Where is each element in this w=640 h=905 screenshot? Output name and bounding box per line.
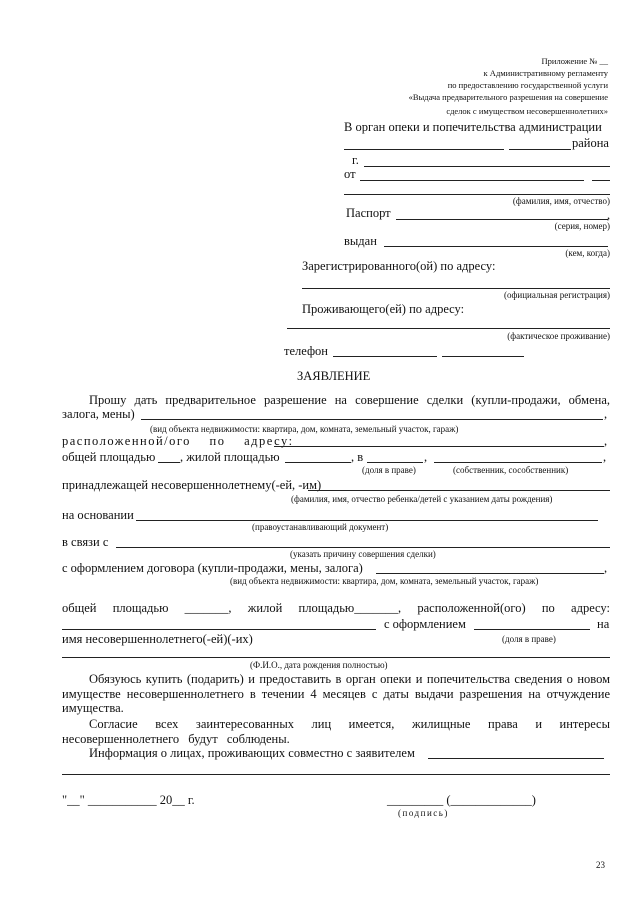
located-label: расположенной/ого по адресу: [62, 434, 294, 448]
reason-label: в связи с [62, 535, 109, 549]
object-caption: (вид объекта недвижимости: квартира, дом, комната, земельный участок, гараж) [150, 424, 459, 434]
living-area-label: , жилой площадью [180, 450, 280, 464]
signature-caption: (подпись) [398, 808, 449, 818]
passport-comma: , [607, 208, 611, 222]
on-label: на [597, 617, 610, 631]
district-label: района [572, 136, 609, 150]
request-text-line2: залога, мены) [62, 407, 135, 421]
residents-field-2 [62, 774, 610, 775]
share-caption: (доля в праве) [362, 465, 416, 475]
name-label: имя несовершеннолетнего(-ей)(-их) [62, 632, 253, 646]
contract-object-field [376, 573, 604, 574]
fio-caption: (фамилия, имя, отчество) [512, 196, 610, 206]
contract-label: с оформлением договора (купли-продажи, мены, залога) [62, 561, 363, 575]
comma: , [604, 407, 608, 421]
registered-address-field [302, 288, 610, 289]
city-field [364, 166, 610, 167]
consent-paragraph: Согласие всех заинтересованных лиц имеется, жилищные права и интересы несовершеннолетнего будут соблюдены. [62, 717, 610, 746]
from-field [360, 180, 584, 181]
obligation-paragraph: Обязуюсь купить (подарить) и предоставить в орган опеки и попечительства сведения о новом имуществе несовершеннолетнего в течении 4 месяцев с даты выдачи разрешения на отчуждение имущества. [62, 672, 610, 715]
from-field-end [592, 180, 610, 181]
fio-dob-caption: (Ф.И.О., дата рождения полностью) [250, 660, 388, 670]
date-line: "__" ___________ 20__ г. [62, 793, 195, 807]
basis-caption: (правоустанавливающий документ) [252, 522, 389, 532]
passport-caption: (серия, номер) [554, 221, 610, 231]
basis-label: на основании [62, 508, 134, 522]
share-caption-2: (доля в праве) [502, 634, 556, 644]
comma: , [424, 450, 428, 464]
admin-name-field [344, 149, 504, 150]
registered-caption: (официальная регистрация) [504, 290, 610, 300]
recipient-label: В орган опеки и попечительства администрации [344, 120, 602, 134]
district-name-field [509, 149, 571, 150]
page-title: ЗАЯВЛЕНИЕ [297, 369, 371, 383]
location-address-field [274, 446, 604, 447]
passport-field [396, 219, 608, 220]
residents-label: Информация о лицах, проживающих совместно с заявителем [89, 746, 415, 760]
deal-object-field [141, 419, 603, 420]
comma: , [603, 450, 607, 464]
applicant-name-field [344, 194, 610, 195]
appendix-service: по предоставлению государственной услуги [447, 80, 608, 90]
comma: , [604, 434, 608, 448]
reason-caption: (указать причину совершения сделки) [290, 549, 436, 559]
registered-label: Зарегистрированного(ой) по адресу: [302, 259, 496, 273]
request-text-line1: Прошу дать предварительное разрешение на совершение сделки (купли-продажи, обмена, [89, 393, 610, 407]
comma: , [604, 561, 608, 575]
child-field [308, 490, 610, 491]
city-prefix: г. [352, 153, 359, 167]
share-field [367, 462, 423, 463]
belonging-label: принадлежащей несовершеннолетнему(-ей, -им) [62, 478, 322, 492]
registration-field [474, 629, 590, 630]
signature-line: _________ (_____________) [387, 793, 536, 807]
total-area-field [158, 462, 180, 463]
living-address-field [287, 328, 610, 329]
issued-label: выдан [344, 234, 377, 248]
issued-caption: (кем, когда) [565, 248, 610, 258]
owner-caption: (собственник, сособственник) [453, 465, 569, 475]
phone-field [333, 356, 437, 357]
total-area-label: общей площадью [62, 450, 156, 464]
appendix-regulation: к Административному регламенту [483, 68, 608, 78]
child-full-name-field [62, 657, 610, 658]
reason-field [116, 547, 610, 548]
contract-caption: (вид объекта недвижимости: квартира, дом, комната, земельный участок, гараж) [230, 576, 539, 586]
appendix-number: Приложение № __ [541, 56, 608, 66]
residents-field [428, 758, 604, 759]
living-label: Проживающего(ей) по адресу: [302, 302, 465, 316]
from-prefix: от [344, 167, 356, 181]
living-caption: (фактическое проживание) [507, 331, 610, 341]
appendix-service-name-cont: сделок с имуществом несовершеннолетних» [446, 106, 608, 116]
owner-field [434, 462, 602, 463]
passport-label: Паспорт [346, 206, 391, 220]
appendix-service-name: «Выдача предварительного разрешения на совершение [408, 92, 608, 102]
child-caption: (фамилия, имя, отчество ребенка/детей с указанием даты рождения) [291, 494, 553, 504]
page-number: 23 [596, 860, 605, 870]
living-area-field [285, 462, 351, 463]
phone-field-2 [442, 356, 524, 357]
share-in-label: , в [351, 450, 364, 464]
registration-with-label: с оформлением [384, 617, 466, 631]
phone-label: телефон [284, 344, 328, 358]
basis-field [136, 520, 598, 521]
area-line: общей площадью _______, жилой площадью_______, расположенной(ого) по адресу: [62, 601, 610, 615]
issued-field [384, 246, 608, 247]
address-field-2 [62, 629, 376, 630]
